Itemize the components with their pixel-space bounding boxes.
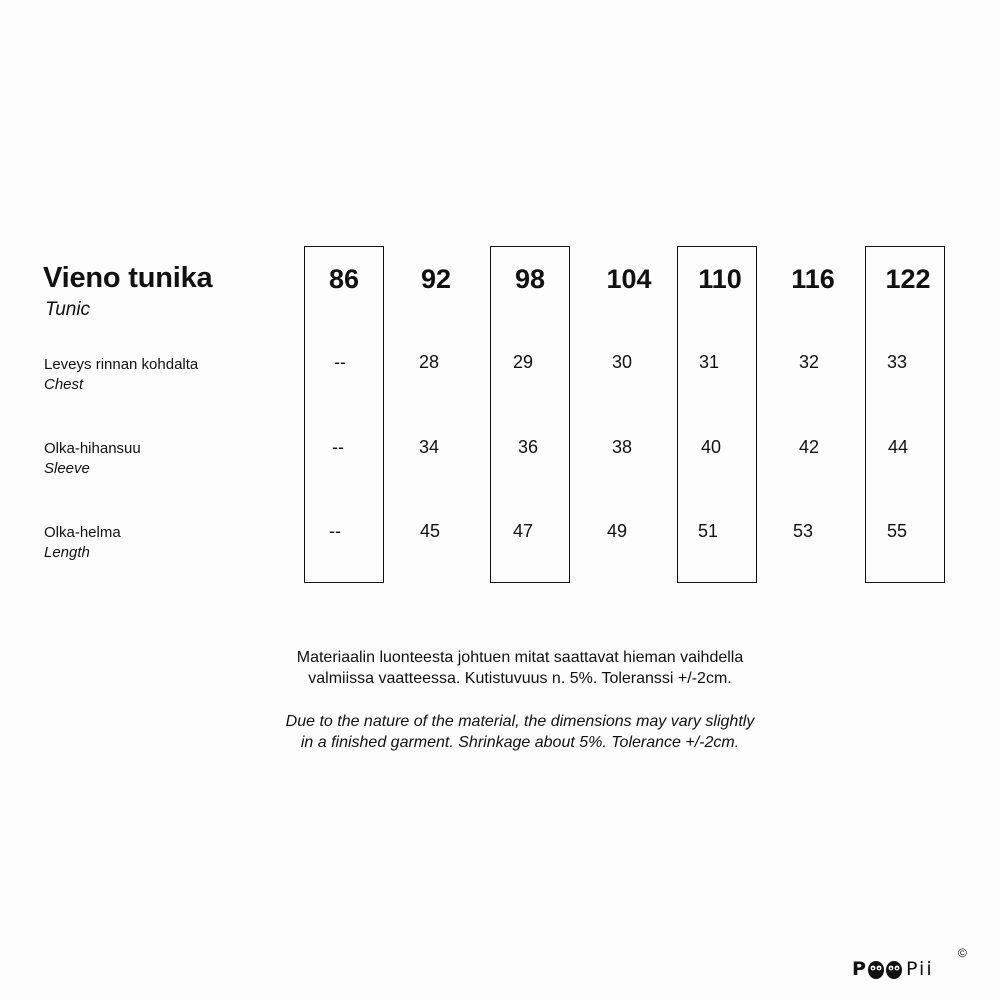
table-cell: 51 [697, 521, 719, 541]
table-cell: 53 [792, 521, 814, 541]
size-header: 110 [698, 264, 742, 294]
size-header: 104 [606, 264, 652, 294]
table-cell: -- [332, 437, 344, 457]
row-label-length [44, 523, 121, 563]
note-line: valmiissa vaatteessa. Kutistuvuus n. 5%. Toleranssi +/-2cm. [308, 670, 732, 687]
product-title: Vieno tunika [43, 262, 213, 294]
brand-logo [852, 950, 962, 986]
note-line: in a finished garment. Shrinkage about 5%. Tolerance +/-2cm. [300, 734, 740, 751]
size-header: 86 [328, 264, 360, 294]
table-cell: 34 [418, 437, 440, 457]
logo-mark-icon [852, 950, 962, 986]
table-cell: -- [329, 521, 341, 541]
row-label-fi: Leveys rinnan kohdalta [44, 356, 199, 373]
table-cell: 40 [700, 437, 722, 457]
size-header: 98 [514, 264, 546, 294]
svg-text:Pii: Pii [906, 958, 934, 980]
table-cell: 28 [418, 352, 440, 372]
product-subtitle: Tunic [45, 299, 91, 320]
table-cell: 47 [512, 521, 534, 541]
note-line: Due to the nature of the material, the dimensions may vary slightly [285, 713, 755, 730]
size-header: 92 [420, 264, 452, 294]
table-cell: 29 [512, 352, 534, 372]
note-line: Materiaalin luonteesta johtuen mitat saattavat hieman vaihdella [296, 649, 744, 666]
size-header: 116 [791, 264, 835, 294]
table-cell: 36 [517, 437, 539, 457]
note-english [200, 711, 840, 753]
svg-text:P: P [852, 958, 866, 980]
row-label-en: Chest [44, 376, 84, 393]
row-label-sleeve [44, 439, 141, 479]
table-cell: 31 [698, 352, 720, 372]
table-cell: 38 [611, 437, 633, 457]
table-cell: 44 [887, 437, 909, 457]
table-cell: 42 [798, 437, 820, 457]
table-cell: -- [334, 352, 346, 372]
copyright-mark: © [958, 946, 967, 960]
table-cell: 45 [419, 521, 441, 541]
row-label-fi: Olka-helma [44, 524, 121, 541]
row-label-en: Length [44, 544, 90, 561]
table-cell: 30 [611, 352, 633, 372]
row-label-fi: Olka-hihansuu [44, 440, 141, 457]
table-cell: 32 [798, 352, 820, 372]
table-cell: 55 [886, 521, 908, 541]
table-cell: 49 [606, 521, 628, 541]
row-label-en: Sleeve [44, 460, 90, 477]
row-label-chest [44, 355, 198, 395]
table-cell: 33 [886, 352, 908, 372]
size-header: 122 [885, 264, 931, 294]
note-finnish [200, 647, 840, 689]
